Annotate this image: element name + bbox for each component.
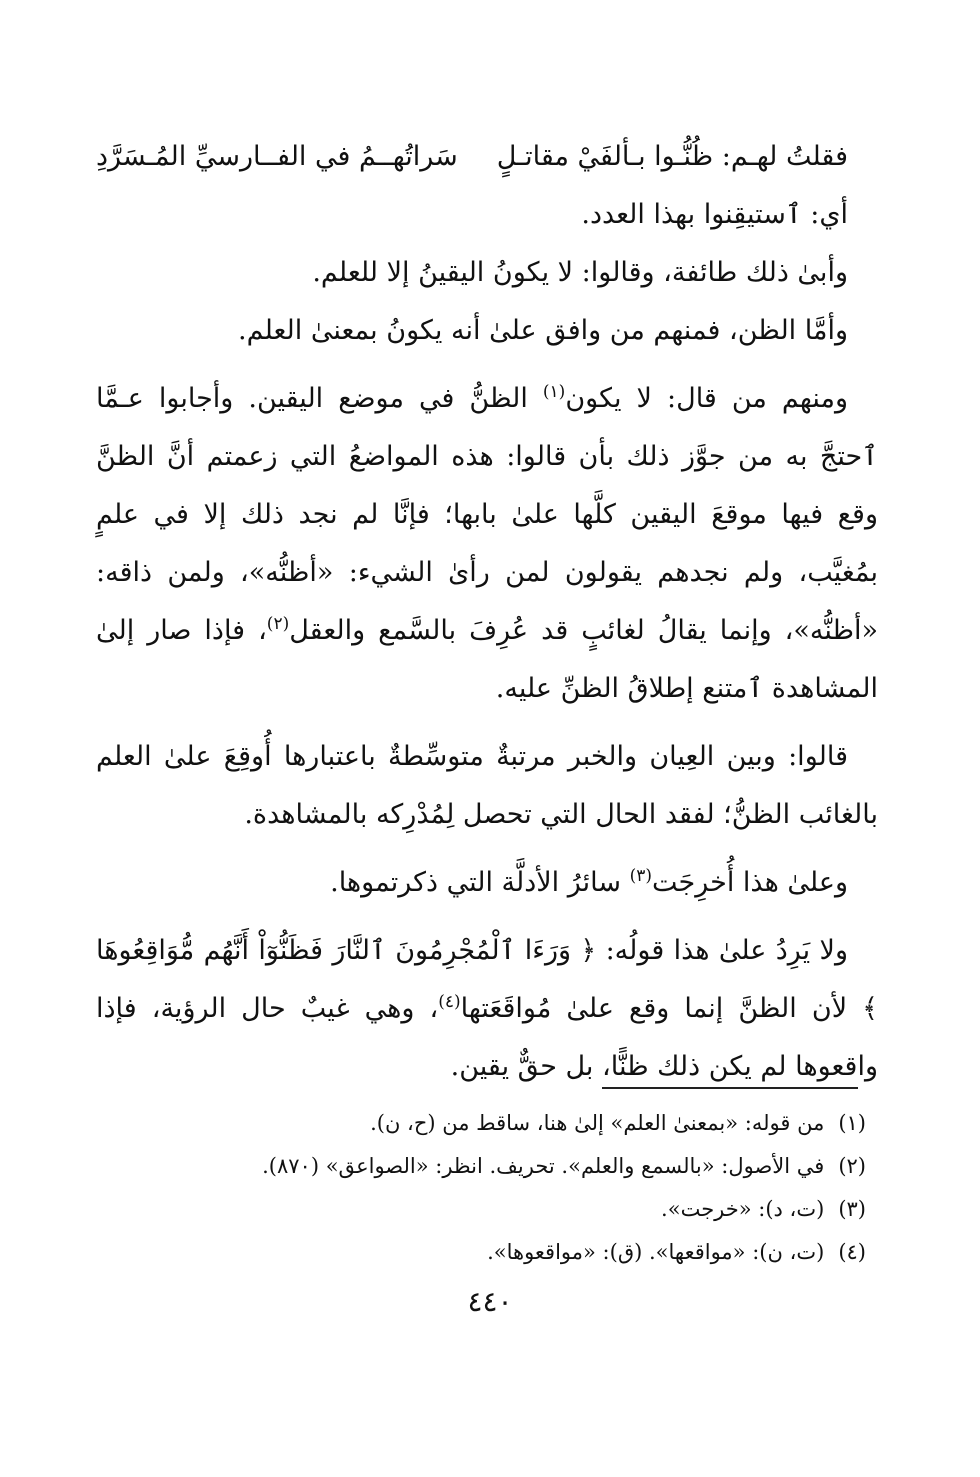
footnote-ref-4[interactable]: (٤) [438, 992, 461, 1012]
footnote-2 [96, 1145, 866, 1188]
footnote-separator [602, 1087, 858, 1089]
footnote-ref-2[interactable]: (٢) [266, 614, 290, 634]
paragraph-text: سائرُ الأدلَّة التي ذكرتموها. [330, 867, 630, 898]
paragraph-text: قالوا: وبين العِيان والخبر مرتبةٌ متوسِّطةٌ باعتبارها أُوقِعَ علىٰ العلم بالغائب الظنُّ؛ لفقد الحال التي تحصل لِمُدْرِكه بالمشاهدة. [96, 741, 878, 830]
paragraph-3 [96, 302, 878, 360]
paragraph-text: ، فإذا صار إلىٰ المشاهدة ٱمتنع إطلاقُ الظنِّ عليه. [96, 615, 878, 704]
footnote-number: (١) [838, 1111, 866, 1135]
verse-hemistich-first: فقلتُ لهـم: ظُنُّـوا بـألفَيْ مقاتـلٍ [496, 141, 848, 172]
paragraph-7 [96, 922, 878, 1096]
verse-hemistich-second: سَراتُهــمُ في الفــارسيِّ المُـسَرَّدِ [96, 141, 458, 172]
footnote-text: (ت، ن): «مواقعها». (ق): «مواقعوها». [487, 1240, 825, 1264]
paragraph-text: الظنُّ في موضع اليقين. وأجابوا عـمَّا ٱحتجَّ به من جوَّز ذلك بأن قالوا: هذه المواضعُ التي زعمتم أنَّ الظنَّ وقع فيها موقعَ اليقين كلَّها علىٰ بابها؛ فإنَّا لم نجد ذلك إلا في علمٍ بمُغيَّب، ولم نجدهم يقولون لمن رأىٰ الشيء: «أظنُّه»، ولمن ذاقه: «أظنُّه»، وإنما يقالُ لغائبٍ قد عُرِفَ بالسَّمع والعقل [96, 383, 878, 646]
footnote-number: (٤) [838, 1240, 866, 1264]
paragraph-4 [96, 370, 878, 718]
footnote-number: (٢) [838, 1154, 866, 1178]
footnote-3 [96, 1188, 866, 1231]
paragraph-text: ومنهم من قال: لا يكون [565, 383, 848, 414]
page-number: ٤٤٠ [467, 1285, 513, 1318]
footnote-ref-3[interactable]: (٣) [629, 866, 653, 886]
footnote-ref-1[interactable]: (١) [542, 382, 566, 402]
paragraph-6 [96, 854, 878, 912]
paragraph-text: وعلىٰ هذا أُخرِجَت [652, 867, 848, 898]
paragraph-text: ، وهي غيبٌ حال الرؤية، فإذا واقعوها لم يكن ذلك ظنًّا، بل حقٌّ يقين. [96, 993, 878, 1082]
footnote-text: (ت، د): «خرجت». [661, 1197, 825, 1221]
footnotes [96, 1102, 866, 1274]
paragraph-text: أي: ٱستيقِنوا بهذا العدد. [581, 199, 848, 230]
paragraph-text: لأن الظنَّ إنما وقع علىٰ مُواقَعَتها [460, 993, 863, 1024]
paragraph-2 [96, 244, 878, 302]
paragraph-1 [96, 186, 878, 244]
main-text [96, 128, 878, 1106]
poetry-verse [96, 128, 878, 186]
paragraph-text: وأبىٰ ذلك طائفة، وقالوا: لا يكونُ اليقينُ إلا للعلم. [312, 257, 848, 288]
paragraph-text: ولا يَرِدُ علىٰ هذا قولُه: [596, 935, 848, 966]
footnote-1 [96, 1102, 866, 1145]
footnote-4 [96, 1231, 866, 1274]
footnote-text: في الأصول: «بالسمع والعلم». تحريف. انظر: «الصواعق» (٨٧٠). [262, 1154, 825, 1178]
footnote-number: (٣) [838, 1197, 866, 1221]
paragraph-text: وأمَّا الظن، فمنهم من وافق علىٰ أنه يكونُ بمعنىٰ العلم. [238, 315, 848, 346]
quran-quote: ﴿ وَرَءَا ٱلْمُجْرِمُونَ ٱلنَّارَ فَظَنُّوٓاْ أَنَّهُم مُّوَاقِعُوهَا ﴾ [96, 935, 878, 1024]
paragraph-5 [96, 728, 878, 844]
footnote-text: من قوله: «بمعنىٰ العلم» إلىٰ هنا، ساقط من (ح، ن). [370, 1111, 825, 1135]
